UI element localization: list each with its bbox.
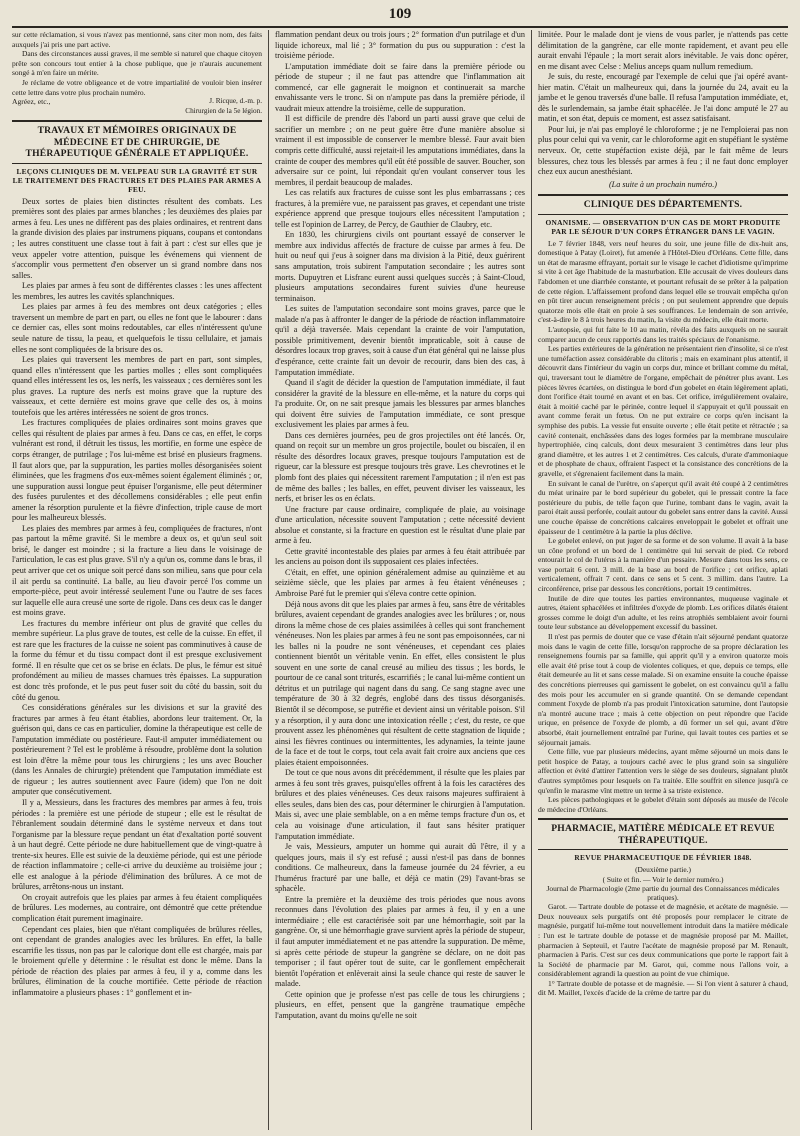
paragraph: Les parties extérieures de la génération ne présentaient rien d'insolite, si ce n'est une tuméfaction assez considérable du clitoris ; mais en examinant plus attentif, il découvrit dans l'intérieur du vagin un corps dur, mince et brillant comme du métal, qui, traversant tout le diamètre de l'organe, empêchait de pénétrer plus avant. Les pièces lèvres écartées, on distingua le bord d'un gobelet en étain légèrement aplati, dont l'orifice était tourné en avant et en bas. Cet orifice, irrégulièrement ovalaire, était à moitié caché par le périnée, contre lequel il s'appuyait et qu'il poussait en avant comme ferait un fœtus. On ne put extraire ce corps qu'en incisant la symphise des pubis. La vessie fut ensuite ouverte ; elle était petite et rétractée ; sa cavité contenait, enchâssées dans des loges formées par la membrane musculaire hypertrophiée, cinq calculs, dont deux mesuraient 3 centimètres dans leur plus grand diamètre, et les autres 1 et 2 centimètres. Ces calculs, d'urate d'ammoniaque et de phosphate de chaux, offraient l'aspect et la consistance des concrétions de la gravelle, et s'égrenaient facilement dans la main. <box>538 344 788 478</box>
signature-title: Chirurgien de la 5e légion. <box>185 106 262 115</box>
column-rule <box>531 30 532 1130</box>
page-number: 109 <box>388 6 412 22</box>
paragraph: Le 7 février 1848, vers neuf heures du soir, une jeune fille de dix-huit ans, domestique à Patay (Loiret), fut amenée à l'Hôtel-Dieu d'Orléans. Cette fille, dans un état de marasme effrayant, portait sur le visage le cachet d'idiotisme qu'imprime si vite à cet âge l'habitude de la masturbation. Elle accusait de vives douleurs dans l'abdomen et une diarrhée constante, et pourtant refusait de se prêter à la palpation de cette région. L'affaissement profond dans lequel elle se trouvait empêcha qu'on en pût tirer aucun renseignement précis ; on put seulement apprendre que depuis quatorze mois elle était en proie à ses souffrances. Le lendemain de son arrivée, c'est-à-dire le 8 à trois heures du matin, la visite du médecin, elle était morte. <box>538 238 788 325</box>
paragraph: Cependant ces plaies, bien que n'étant compliquées de brûlures réelles, ont cependant de grandes analogies avec les brûlures. En effet, la balle escarrifie les tissus, non pas par le calorique dont elle est chargée, mais par le broiement qu'elle y détermine : le résultat est donc le même. Dans la période de réaction des plaies par armes à feu, il y a, comme dans les brûlures, élimination de la couche mortifiée. Cette période de réaction inflammatoire a plusieurs phases : 1° gonflement et in- <box>12 924 262 997</box>
paragraph: Inutile de dire que toutes les parties environnantes, muqueuse vaginale et autres, étaient sphacélées et infiltrées d'oxyde de plomb. Les orifices dilatés étaient grosses comme le doigt d'un adulte, et les reins atrophiés semblaient avoir fourni toute leur substance au développement excessif du bassinet. <box>538 593 788 632</box>
paragraph: Il y a, Messieurs, dans les fractures des membres par armes à feu, trois périodes : la première est une période de stupeur ; elle est le résultat de l'ébranlement soudain déterminé dans le système nerveux et dans tout l'organisme par la blessure reçue pendant un état d'exaltation porté souvent à un haut degré. Cette période ne dure habituellement que de vingt-quatre à trente-six heures. Elle est suivie de la deuxième période, qui est une période de réaction inflammatoire ; celle-ci arrive du deuxième au troisième jour ; elle est analogue à la période d'élimination des brûlures. A ce mot de brûlures, arrêtons-nous un instant. <box>12 798 262 892</box>
paragraph: Garot. — Tartrate double de potasse et de magnésie, et acétate de magnésie. — Deux nouveaux sels purgatifs ont été proposés pour remplacer le citrate de magnésie, purgatif lui-même tout nouvellement introduit dans la matière médicale : l'un est le tartrate double de potasse et de magnésie proposé par M. Maillet, pharmacien à Septeuil, et l'autre l'acétate de magnésie proposé par M. Renault, pharmacien à Paris. C'est sur ces deux communications que porte le rapport fait à la Société de pharmacie par M. Garot, qui, comme nous l'allons voir, a considérablement agrandi la question au point de vue chimique. <box>538 902 788 979</box>
paragraph: L'autopsie, qui fut faite le 10 au matin, révéla des faits auxquels on ne saurait comparer aucun de ceux rapportés dans les traités spéciaux de l'onanisme. <box>538 325 788 344</box>
paragraph: En suivant le canal de l'urètre, on s'aperçut qu'il avait été coupé à 2 centimètres du méat urinaire par le bord supérieur du gobelet, qui le pressait contre la face postérieure du pubis, de telle façon que l'urine, tombant dans le vagin, avait la paroi était aussi perforée, coulait autour du gobelet sans entrer dans la cavité. Aussi une couche épaisse de concrétions calcaires enveloppait le gobelet et offrait une épaisseur de 1 centimètre à la partie la plus déclive. <box>538 478 788 536</box>
article-subtitle: (Deuxième partie.) <box>635 865 691 875</box>
paragraph: L'amputation immédiate doit se faire dans la première période ou période de stupeur ; il ne faut pas attendre que l'inflammation ait commencé, car elle gagnerait le moignon et continuerait sa marche envahissante vers le tronc. Si on n'ampute pas dans la première période, il vaudrait mieux attendre la troisième, celle de suppuration. <box>275 61 525 113</box>
paragraph: Les plaies par armes à feu des membres ont deux catégories ; elles traversent un membre de part en part, ou elles ne font que le labourer : dans ce dernier cas, elles sont moins redoutables, car elles n'intéressent qu'une seule nature de tissu, la peau, et quelquefois le tissu cellulaire, et jamais elles ne sont compliquées de la brisure des os. <box>12 302 262 354</box>
signature-block <box>185 97 262 116</box>
paragraph: Deux sortes de plaies bien distinctes résultent des combats. Les premières sont des plaies par armes blanches ; les deuxièmes des plaies par armes à feu. Les unes ne diffèrent pas des plaies ordinaires, et rentrent dans la grande division des plaies par instrumens piquans, coupans et contondans ; les autres constituent une classe tout à fait à part : c'est sur elles que je veux appeler votre attention, puisque les événemens qui viennent de s'accomplir vous permettent d'en observer un si grand nombre dans nos salles. <box>12 196 262 280</box>
section-title-clinique: CLINIQUE DES DÉPARTEMENTS. <box>538 194 788 215</box>
article-source: Journal de Pharmacologie (2me partie du journal des Connaissances médicales pratiques). <box>546 883 780 902</box>
paragraph: Pour lui, je n'ai pas employé le chloroforme ; je ne l'emploierai pas non plus pour celui qui va venir, car le chloroforme agit en stupéfiant le système nerveux. Or, cette stupéfaction existe déjà, par le fait même de leurs blessures, chez tous les blessés par armes à feu ; il ne faut donc employer chez eux aucun anesthésiant. <box>538 124 788 177</box>
article-body-onanisme <box>538 239 788 815</box>
paragraph: Les plaies qui traversent les membres de part en part, sont simples, quand elles n'intéressent que les parties molles ; elles sont compliquées quand elles intéressent les os, les nerfs, les vaisseaux ; ces dernières sont les plus graves. La rupture des nerfs est moins grave que la rupture des vaisseaux, et cette dernière est moins grave que celle des os, à moins toutefois que les artères intéressées ne soient de gros troncs. <box>12 355 262 417</box>
paragraph: Les fractures du membre inférieur ont plus de gravité que celles du membre supérieur. La plus grave de toutes, est celle de la cuisse. En effet, il est rare que les fractures de la cuisse ne soient pas comminutives à cause de la forme du fémur et du tissu compact dont il est presque exclusivement formé. Il en résulte que cet os se brise en éclats. De plus, le fémur est situé profondément au milieu de masses charnues très épaisses. La suppuration est donc très profonde, et le pus peut fuser soit du côté du bassin, soit du côté du genou. <box>12 618 262 702</box>
paragraph: Entre la première et la deuxième des trois périodes que nous avons reconnues dans l'évolution des plaies par armes à feu, il y en a une intermédiaire ; elle est caractérisée soit par une hémorrhagie, soit par la gangrène. Or, si une hémorrhagie grave survient après la période de stupeur, il faut amputer immédiatement et ne pas attendre la suppuration. De même, si après cette période de stupeur la gangrène se déclare, on ne doit pas temporiser ; il faut opérer tout de suite, car le gonflement empêcherait bientôt l'opération et enlèverait ainsi la seule chance qui reste de sauver le malade. <box>275 894 525 989</box>
paragraph: C'était, en effet, une opinion généralement admise au quinzième et au seizième siècle, que les plaies par armes à feu étaient vénéneuses ; Ambroise Paré fut le premier qui s'éleva contre cette opinion. <box>275 567 525 598</box>
column-3 <box>538 30 788 1130</box>
paragraph: flammation pendant deux ou trois jours ; 2° formation d'un putrilage et d'un liquide ichoreux, mal lié ; 3° formation du pus ou suppuration : c'est la troisième période. <box>275 30 525 61</box>
paragraph: Cette opinion que je professe n'est pas celle de tous les chirurgiens ; plusieurs, en effet, pensent que la gangrène traumatique empêche l'amputation, avant du moins qu'elle ne soit <box>275 989 525 1020</box>
column-2 <box>275 30 525 1130</box>
paragraph: limitée. Pour le malade dont je viens de vous parler, je n'attends pas cette délimitation de la gangrène, car elle monte rapidement, et avant peu elle aurait envahi l'épaule ; la mort serait alors inévitable. Je vais donc opérer, en me disant avec Celse : Melius anceps quam nullum remedium. <box>538 30 788 71</box>
paragraph: Ces considérations générales sur les divisions et sur la gravité des fractures par armes à feu étant établies, abordons leur traitement. Or, la guérison qui, dans ce cas en particulier, domine la thérapeutique est celle de l'amputation immédiate ou postérieure. Faut-il amputer immédiatement ou postérieurement ? Tel est le problème à résoudre, problème dont la solution est loin d'être la même pour tous les chirurgiens ; les uns avec Boucher (dans les Annales de chirurgie) prétendent que l'amputation immédiate est de rigueur ; les autres soutiennent avec Faure (idem) que l'on ne doit amputer que consécutivement. <box>12 703 262 797</box>
article-subtitle: ( Suite et fin. — Voir le dernier numéro.) <box>602 874 724 884</box>
article-title-velpeau: LEÇONS CLINIQUES DE M. VELPEAU SUR LA GRAVITÉ ET SUR LE TRAITEMENT DES FRACTURES ET DES PLAIES PAR ARMES A FEU. <box>12 166 262 194</box>
letter-intro <box>12 30 262 116</box>
section-title-pharmacie: PHARMACIE, MATIÈRE MÉDICALE ET REVUE THÉRAPEUTIQUE. <box>538 818 788 850</box>
paragraph: Le gobelet enlevé, on put juger de sa forme et de son volume. Il avait à la base un cône profond et un bord de 1 centimètre qui lui servait de pied. Ce rebord entourait le col de l'utérus à la manière d'un pessaire. Mesure dans tous les sens, ce vase portait 6 cent. 3 mill. de la base au bord de l'orifice ; cet orifice, aplati verticalement, offrait 7 cent. dans ce sens et 5 cent. 3 millim. dans l'autre. La circonférence, prise par dessous les concrétions, portait 19 centimètres. <box>538 536 788 594</box>
section-title-travaux: TRAVAUX ET MÉMOIRES ORIGINAUX DE MÉDECINE ET DE CHIRURGIE, DE THÉRAPEUTIQUE GÉNÉRALE ET APPLIQUÉE. <box>12 120 262 164</box>
column-rule <box>268 30 269 1130</box>
paragraph: Je suis, du reste, encouragé par l'exemple de celui que j'ai opéré avant-hier matin. C'était un malheureux qui, dans la journée du 24, avait eu la jambe et le genou traversés d'une balle. Il refusa l'amputation immédiate, et, dès le surlendemain, sa jambe était sphacélée. Je l'ai donc amputé le 27 au matin, et son état, depuis ce moment, est assez satisfaisant. <box>538 72 788 124</box>
paragraph: En 1830, les chirurgiens civils ont pourtant essayé de conserver le membre aux individus affectés de fracture de cuisse par armes à feu. De huit ou neuf qui j'eus à soigner dans ma division à la Pitié, deux guérirent sans amputation, trois subirent l'amputation secondaire ; les autres sont morts. Dupuytren et Lisfranc eurent aussi quelques succès ; à Saint-Cloud, plusieurs amputations secondaires furent suivies d'une heureuse terminaison. <box>275 230 525 303</box>
paragraph: On croyait autrefois que les plaies par armes à feu étaient compliquées de brûlures. Les modernes, au contraire, ont démontré que cette prétendue complication était purement imaginaire. <box>12 892 262 924</box>
signature-name: J. Ricque, d.-m. p. <box>209 97 262 106</box>
column-1 <box>12 30 262 1130</box>
paragraph: Les fractures compliquées de plaies ordinaires sont moins graves que celles qui résultent de plaies par armes à feu. Dans ce cas, en effet, le corps vulnérant est rond, il détruit les tissus, les mortifie, en forme une espèce de corps étranger, de putrilage ; l'os lui-même est brisé en plusieurs fragmens. Il faut alors que, par la suppuration, les parties molles désorganisées soient éliminées, que les fragmens d'os eux-mêmes soient également éliminés ; or, une suppuration aussi longue peut épuiser l'organisme, elle peut déterminer des fusées purulentes et des décollemens considérables ; elle peut enfin amener la résorption purulente et la fièvre d'infection, triple cause de mort pour les malheureux blessés. <box>12 418 262 523</box>
paragraph: Je réclame de votre obligeance et de votre impartialité de vouloir bien insérer cette lettre dans votre plus prochain numéro. <box>12 77 262 97</box>
paragraph: Il n'est pas permis de douter que ce vase d'étain n'ait séjourné pendant quatorze mois dans le vagin de cette fille, lorsqu'on rapproche de sa propre déclaration les renseignemens fournis par sa famille, qui apprit qu'il y a environ quatorze mois elle avait été prise tout à coup de violentes coliques, et que, depuis ce temps, elle était demeurée au lit et sans cesse malade. Si on examine ensuite la couche épaisse des concrétions pierreuses qui garnissent le gobelet, on est convaincu qu'il a fallu des mois pour les accumuler en si grande quantité. On se demande cependant comment l'oxyde de plomb n'a pas produit l'intoxication saturnine, dont l'autopsie n'a montré aucune trace ; mais à cette objection on peut répondre que l'acide urique, en présence de l'oxyde de plomb, a dû former un sel qui, avant d'être absorbé, était journellement entraîné par l'urine, qui lavait toutes ces parties et se séjournait jamais. <box>538 632 788 747</box>
paragraph: Déjà nous avons dit que les plaies par armes à feu, sans être de véritables brûlures, avaient cependant de grandes analogies avec les brûlures ; or, nous dirons la même chose de ces plaies assimilées à celles qui sont franchement vénéneuses. Non les plaies par armes à feu ne sont pas empoisonnées, car ni les balles ni la poudre ne sont vénéneuses, et cependant ces plaies contiennent bientôt un véritable venin. En effet, elles consistent le plus souvent en une sorte de canal creusé au milieu des tissus ; les bords, le pourtour de ce canal sont triturés, escarrifiés ; le canal lui-même contient un détritus et un putrilage qui nagent dans du sang. Ce sang stagne avec une température de 30 à 32 degrés, englobé dans des tissus désorganisés. Bientôt il se décompose, se putréfie et devient ainsi un véritable poison. S'il y a résorption, il y aura donc une intoxication réelle ; c'est, du reste, ce que prouvent assez les phénomènes qui résultent de cette stagnation de liquide ; ainsi les fièvres continues ou intermittentes, les adynamies, la teinte jaune de la face et de tout le corps, tout cela avait fait croire aux anciens que ces plaies étaient empoisonnées. <box>275 599 525 767</box>
letter-signature <box>12 97 262 116</box>
paragraph: Les pièces pathologiques et le gobelet d'étain sont déposés au musée de l'école de médecine d'Orléans. <box>538 795 788 814</box>
page-columns <box>12 30 788 1130</box>
paragraph: Une fracture par cause ordinaire, compliquée de plaie, au voisinage d'une articulation, nécessite souvent l'amputation ; cette nécessité devient absolue et constante, si la fracture en question est le résultat d'une plaie par arme à feu. <box>275 504 525 546</box>
paragraph: Les plaies par armes à feu sont de différentes classes : les unes affectent les membres, les autres les cavités splanchniques. <box>12 281 262 301</box>
paragraph: Il est difficile de prendre dès l'abord un parti aussi grave que celui de sacrifier un membre ; on ne peut guère être d'une manière absolue si vraiment il est impossible de conserver le membre blessé. Faur avait bien compris cette difficulté, aussi rejetait-il les amputations immédiates, dans la crainte de couper des membres qu'il eût été possible de sauver. Boucher, son adversaire sur ce point, lui répondait qu'en voulant conserver tous les membres, il perdait beaucoup de malades. <box>275 114 525 187</box>
paragraph: Cette fille, vue par plusieurs médecins, ayant même séjourné un mois dans le petit hospice de Patay, a toujours caché avec le plus grand soin sa singulière affection et évité d'attirer l'attention vers le siège de ses douleurs, signalant plutôt d'autres symptômes pour lesquels on l'a traitée. Elle souffrit en silence jusqu'à ce qu'enfin le marasme vînt mettre un terme à sa triste existence. <box>538 747 788 795</box>
article-body-pharmacie <box>538 902 788 998</box>
paragraph: 1° Tartrate double de potasse et de magnésie. — Si l'on vient à saturer à chaud, dit M. Maillet, l'excès d'acide de la crème de tartre par du <box>538 978 788 998</box>
paragraph: De tout ce que nous avons dit précédemment, il résulte que les plaies par armes à feu sont très graves, puisqu'elles offrent à la fois les caractères des brûlures et des plaies vénéneuses. Ces deux raisons majeures suffiraient à elles seules, dans bien des cas, pour déterminer le chirurgien à l'amputation. Mais si, avec une plaie semblable, on a en même temps fracture d'un os, et cela au voisinage d'une articulation, il faut sans hésiter pratiquer l'amputation immédiate. <box>275 768 525 841</box>
article-title-onanisme: ONANISME. — OBSERVATION D'UN CAS DE MORT PRODUITE PAR LE SÉJOUR D'UN CORPS ÉTRANGER DANS LE VAGIN. <box>545 217 781 236</box>
article-title-revue: REVUE PHARMACEUTIQUE DE FÉVRIER 1848. <box>574 853 752 863</box>
paragraph: Je vais, Messieurs, amputer un homme qui aurait dû l'être, il y a quelques jours, mais il s'y est refusé ; aussi n'est-il pas dans de bonnes conditions. Ce malheureux, dans la fameuse journée du 24 février, a eu l'humérus fracturé par une balle, et déjà ce matin (29) l'avant-bras se sphacèle. <box>275 842 525 894</box>
paragraph: Quand il s'agit de décider la question de l'amputation immédiate, il faut considérer la gravité de la blessure en elle-même, et la nature du corps qui l'a produite. Or, on ne sait presque jamais les blessures par armes blanches qui doivent être suivies de l'amputation immédiate, ce sont presque exclusivement les plaies par armes à feu. <box>275 378 525 430</box>
top-rule <box>12 26 788 28</box>
paragraph: Les plaies des membres par armes à feu, compliquées de fractures, n'ont pas partout la même gravité. Si le membre a deux os, et qu'un seul soit brisé, le danger est moindre ; si la fracture a lieu dans le voisinage de l'articulation, le cas est plus grave. S'il n'y a qu'un os, comme dans le bras, il peut arriver que cet os unique soit percé dans son milieu, sans que pour cela il ait perdu sa continuité. La balle, au lieu d'avoir percé l'os comme un emporte-pièce, peut avoir intéressé seulement l'une ou l'autre de ses faces sur laquelle elle aura creusé une sorte de rigole. Dans ces deux cas le danger est moins grave. <box>12 523 262 618</box>
continuation-note: (La suite à un prochain numéro.) <box>608 179 718 189</box>
paragraph: Dans ces dernières journées, peu de gros projectiles ont été lancés. Or, quand on reçoit sur un membre un gros projectile, boulet ou biscaïen, il en résulte des désordres locaux graves, presque toujours l'amputation est de rigueur, car la blessure est presque toujours très grave. Les chevrotines et le plomb font des plaies qui nécessitent rarement l'amputation ; il n'en est pas de même des balles ; les balles, en effet, peuvent diviser les vaisseaux, les nerfs, et briser les os en éclats. <box>275 430 525 504</box>
paragraph: Les suites de l'amputation secondaire sont moins graves, parce que le malade n'a pas à affronter le danger de la période de réaction inflammatoire qu'il a déjà traversée. Mais cependant la crainte de voir l'amputation, possible primitivement, devenir bientôt impraticable, soit à cause de désordres locaux trop graves, soit à cause d'un état général qui ne laisse plus d'espérance, cette crainte fait un devoir de recourir, dans bien des cas, à l'amputation immédiate. <box>275 304 525 377</box>
paragraph: Dans des circonstances aussi graves, il me semble si naturel que chaque citoyen prête son concours tout entier à la chose publique, que je n'aurais aucunement songé à m'en faire un mérite. <box>12 49 262 78</box>
paragraph: Cette gravité incontestable des plaies par armes à feu était attribuée par les anciens au poison dont ils supposaient ces plaies infectées. <box>275 546 525 567</box>
paragraph: Les cas relatifs aux fractures de cuisse sont les plus embarrassans ; ces fractures, à la première vue, ne paraissent pas graves, et cependant une triste expérience apprend que presque toujours elles nécessitent l'amputation ; telle est l'opinion de Larrey, de Percy, de Gauthier de Claubry, etc. <box>275 188 525 229</box>
signature-salutation: Agréez, etc., <box>12 97 51 107</box>
paragraph: sur cette réclamation, si vous n'avez pas mentionné, sans citer mon nom, des faits auxquels j'ai pris une part active. <box>12 30 262 49</box>
